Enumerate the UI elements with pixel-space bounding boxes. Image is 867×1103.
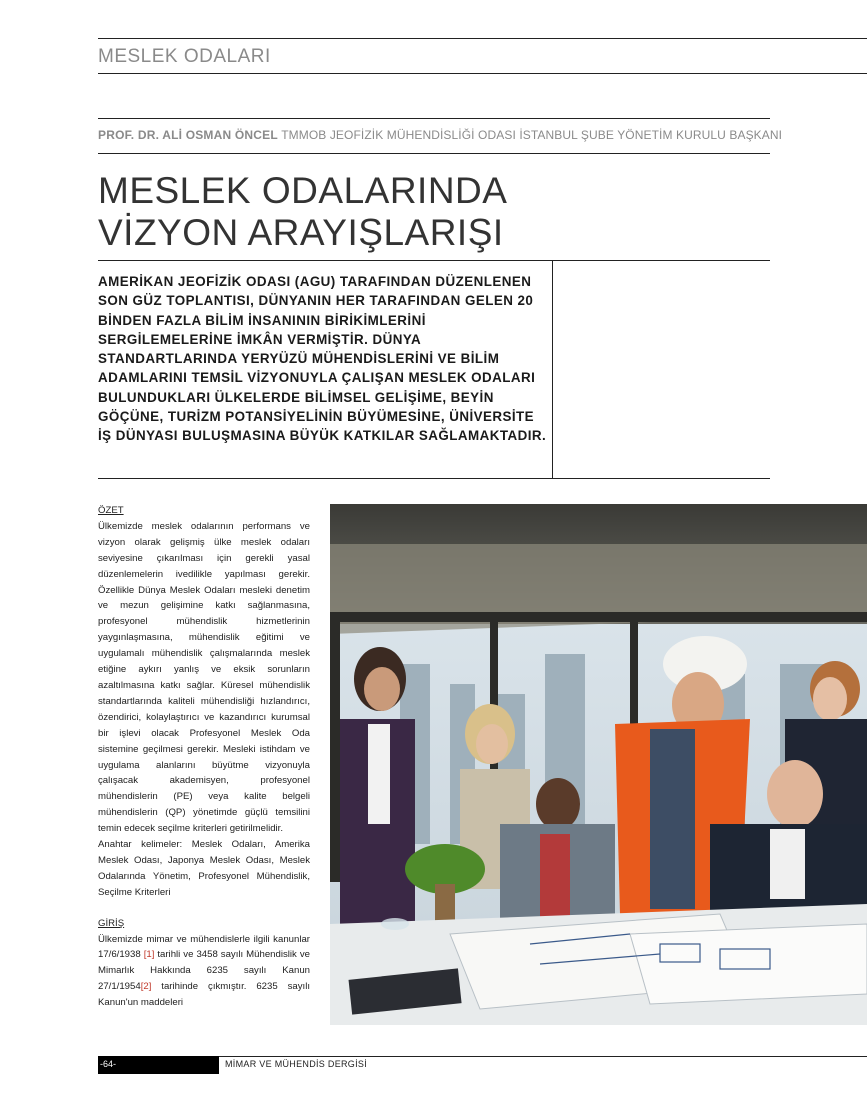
title-line-2: VİZYON ARAYIŞLARIŞI [98, 212, 504, 253]
footer-page-box [98, 1056, 219, 1074]
title-line-1: MESLEK ODALARINDA [98, 170, 508, 211]
reference-link[interactable]: [1] [143, 949, 155, 961]
byline [98, 128, 782, 142]
engineers-meeting-photo [330, 504, 867, 1025]
giris-heading: GİRİŞ [98, 917, 125, 929]
article-title [98, 170, 507, 254]
page-number: -64- [100, 1059, 117, 1069]
body-column [98, 503, 310, 1011]
header-top-rule [98, 38, 867, 39]
magazine-name: MİMAR VE MÜHENDİS DERGİSİ [225, 1059, 368, 1069]
header-bottom-rule [98, 73, 867, 74]
lead-paragraph: AMERİKAN JEOFİZİK ODASI (AGU) TARAFINDAN DÜZENLENEN SON GÜZ TOPLANTISI, DÜNYANIN HER TARAFINDAN GELEN 20 BİNDEN FAZLA BİLİM İNSANININ BİRİKİMLERİNİ SERGİLEMELERİNE İMKÂN VERMİŞTİR. DÜNYA STANDARTLARINDA YERYÜZÜ MÜHENDİSLERİNİ VE BİLİM ADAMLARINI TEMSİL VİZYONUYLA ÇALIŞAN MESLEK ODALARI BULUNDUKLARI ÜLKELERDE BİLİMSEL GELİŞİME, BEYİN GÖÇÜNE, TURİZM POTANSİYELİNİN BÜYÜMESİNE, ÜNİVERSİTE İŞ DÜNYASI BULUŞMASINA BÜYÜK KATKILAR SAĞLAMAKTADIR. [98, 274, 547, 444]
lead-divider [552, 260, 553, 478]
ozet-paragraph: Ülkemizde meslek odalarının performans ve vizyon olarak gelişmiş ülke meslek odaları seviyesine çıkarılması için gerekli yasal düzenlemelerin ivedilikle yapılması gerekir. Özellikle Dünya Meslek Odaları mesleki denetim ve mezun gelişimine katkı sağlanmasına, profesyonel mühendislik hizmetlerinin yaygınlaşmasına, mühendislik eğitimi ve uygulamalı mühendislik çalışmalarında meslek etiğine aykırı yanlış ve eksik sorunların azaltılmasına katkı sağlar. Küresel mühendislik standartlarında kaliteli mühendisliği hızlandırıcı, özendirici, kolaylaştırıcı ve kazandırıcı kurumsal bir işlevi olacak Profesyonel Meslek Oda sistemine geçilmesi gerekir. Mesleki istihdam ve uygulama alanlarını büyütme vizyonuyla çalışacak akademisyen, profesyonel mühendislerin (PE) veya kalite belgeli mühendislerin (QP) yönetimde güçlü temsilini temin edecek seçilme kriterleri getirilmelidir. [98, 520, 310, 835]
section-label: MESLEK ODALARI [98, 46, 271, 67]
reference-link[interactable]: [2] [140, 981, 152, 993]
author-role: TMMOB JEOFİZİK MÜHENDİSLİĞİ ODASI İSTANBUL ŞUBE YÖNETİM KURULU BAŞKANI [281, 128, 783, 142]
ozet-heading: ÖZET [98, 505, 124, 516]
byline-top-rule [98, 118, 770, 119]
giris-paragraph: Ülkemizde mimar ve mühendislerle ilgili kanunlar 17/6/1938 [1] tarihli ve 3458 sayılı Mühendislik ve Mimarlık Hakkında 6235 sayılı Kanun 27/1/1954[2] tarihinde çıkmıştır. 6235 sayılı Kanun'un maddeleri [98, 933, 310, 1009]
author-name: PROF. DR. ALİ OSMAN ÖNCEL [98, 128, 278, 142]
keywords-paragraph: Anahtar kelimeler: Meslek Odaları, Amerika Meslek Odası, Japonya Meslek Odası, Meslek Odalarında Yönetim, Profesyonel Mühendislik, Seçilme Kriterleri [98, 839, 310, 898]
byline-bottom-rule [98, 153, 770, 154]
